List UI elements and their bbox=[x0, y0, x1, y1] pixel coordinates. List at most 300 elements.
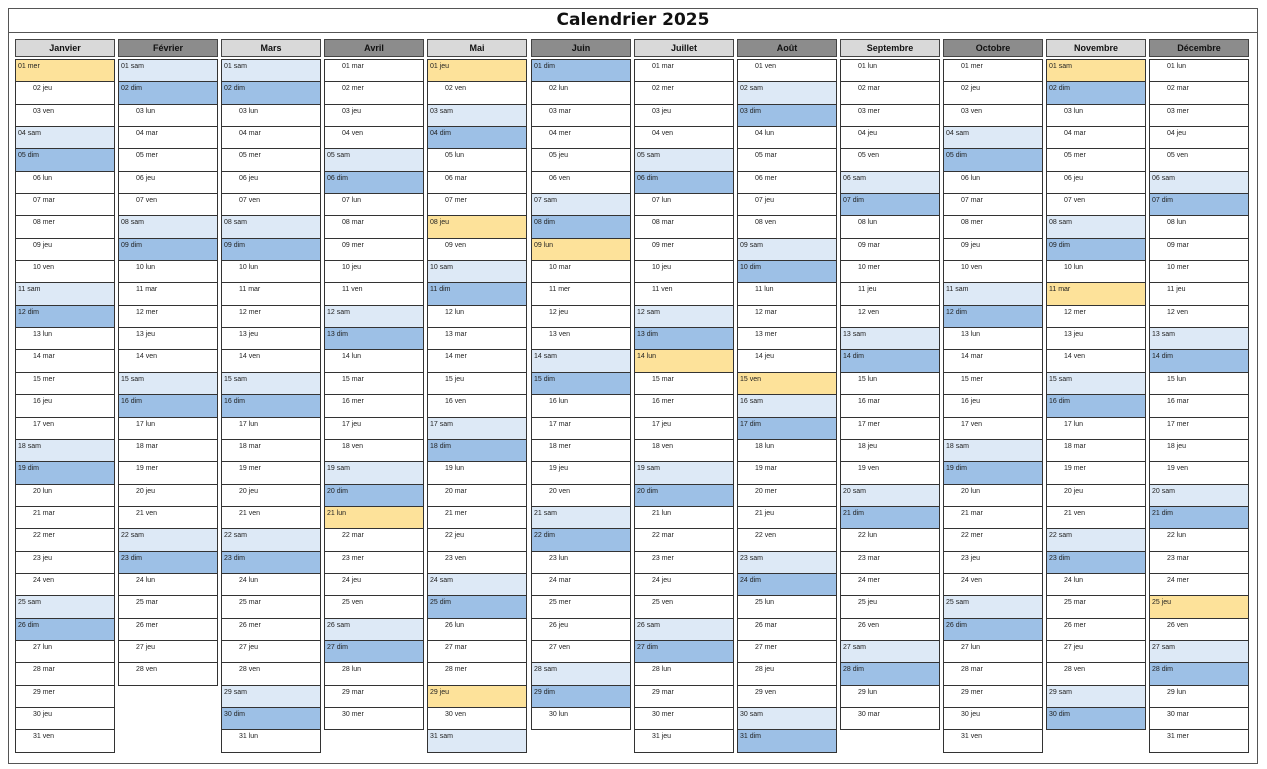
month-header: Avril bbox=[324, 39, 424, 57]
day-cell: 31 ven bbox=[16, 730, 114, 752]
month-header: Décembre bbox=[1149, 39, 1249, 57]
day-cell: 01 lun bbox=[1150, 60, 1248, 82]
day-cell: 27 mer bbox=[738, 641, 836, 663]
day-cell: 24 jeu bbox=[635, 574, 733, 596]
day-cell: 23 jeu bbox=[944, 552, 1042, 574]
day-cell: 11 mar bbox=[119, 283, 217, 305]
day-cell: 06 mar bbox=[428, 172, 526, 194]
day-cell: 02 sam bbox=[738, 82, 836, 104]
day-cell: 13 jeu bbox=[222, 328, 320, 350]
day-cell: 21 mer bbox=[428, 507, 526, 529]
day-cell: 05 ven bbox=[1150, 149, 1248, 171]
day-cell: 01 ven bbox=[738, 60, 836, 82]
month-column-10 bbox=[943, 39, 1043, 753]
day-cell: 26 dim bbox=[16, 619, 114, 641]
day-cell: 19 mer bbox=[1047, 462, 1145, 484]
day-cell: 27 ven bbox=[532, 641, 630, 663]
day-cell: 29 lun bbox=[1150, 686, 1248, 708]
month-days bbox=[737, 59, 837, 753]
month-header: Mai bbox=[427, 39, 527, 57]
day-cell: 20 sam bbox=[841, 485, 939, 507]
day-cell: 22 lun bbox=[1150, 529, 1248, 551]
day-cell: 01 mer bbox=[16, 60, 114, 82]
day-cell: 23 sam bbox=[738, 552, 836, 574]
day-cell: 03 jeu bbox=[325, 105, 423, 127]
day-cell: 21 ven bbox=[1047, 507, 1145, 529]
day-cell: 23 dim bbox=[119, 552, 217, 574]
day-cell: 03 lun bbox=[222, 105, 320, 127]
day-cell: 02 dim bbox=[119, 82, 217, 104]
month-header: Septembre bbox=[840, 39, 940, 57]
day-cell: 18 dim bbox=[428, 440, 526, 462]
day-cell: 12 mar bbox=[738, 306, 836, 328]
day-cell: 25 lun bbox=[738, 596, 836, 618]
day-cell: 18 mar bbox=[119, 440, 217, 462]
day-cell: 05 ven bbox=[841, 149, 939, 171]
day-cell: 08 sam bbox=[222, 216, 320, 238]
day-cell: 22 jeu bbox=[428, 529, 526, 551]
day-cell: 07 mar bbox=[16, 194, 114, 216]
day-cell: 24 mer bbox=[841, 574, 939, 596]
day-cell: 14 sam bbox=[532, 350, 630, 372]
day-cell: 07 ven bbox=[222, 194, 320, 216]
day-cell: 15 jeu bbox=[428, 373, 526, 395]
day-cell: 25 ven bbox=[635, 596, 733, 618]
day-cell: 23 mer bbox=[325, 552, 423, 574]
day-cell: 22 sam bbox=[222, 529, 320, 551]
day-cell: 25 mar bbox=[222, 596, 320, 618]
day-cell: 12 ven bbox=[841, 306, 939, 328]
day-cell: 20 mer bbox=[738, 485, 836, 507]
day-cell: 11 lun bbox=[738, 283, 836, 305]
day-cell: 04 ven bbox=[325, 127, 423, 149]
day-cell: 16 dim bbox=[1047, 395, 1145, 417]
day-cell: 13 sam bbox=[841, 328, 939, 350]
day-cell: 07 ven bbox=[1047, 194, 1145, 216]
day-cell: 06 dim bbox=[325, 172, 423, 194]
day-cell: 11 sam bbox=[944, 283, 1042, 305]
day-cell: 12 mer bbox=[222, 306, 320, 328]
day-cell: 12 lun bbox=[428, 306, 526, 328]
day-cell: 10 lun bbox=[119, 261, 217, 283]
day-cell: 16 mer bbox=[325, 395, 423, 417]
day-cell: 18 mer bbox=[532, 440, 630, 462]
day-cell: 02 jeu bbox=[16, 82, 114, 104]
page-title: Calendrier 2025 bbox=[9, 9, 1257, 33]
day-cell: 28 ven bbox=[1047, 663, 1145, 685]
day-cell: 04 mar bbox=[119, 127, 217, 149]
month-header: Mars bbox=[221, 39, 321, 57]
day-cell: 12 dim bbox=[944, 306, 1042, 328]
day-cell: 16 jeu bbox=[16, 395, 114, 417]
day-cell: 08 dim bbox=[532, 216, 630, 238]
day-cell: 16 lun bbox=[532, 395, 630, 417]
month-header: Juin bbox=[531, 39, 631, 57]
month-header: Août bbox=[737, 39, 837, 57]
day-cell: 09 jeu bbox=[944, 239, 1042, 261]
day-cell: 28 ven bbox=[119, 663, 217, 685]
day-cell: 03 mer bbox=[841, 105, 939, 127]
day-cell: 11 ven bbox=[635, 283, 733, 305]
day-cell: 17 lun bbox=[119, 418, 217, 440]
day-cell: 02 dim bbox=[1047, 82, 1145, 104]
day-cell: 25 ven bbox=[325, 596, 423, 618]
day-cell: 20 jeu bbox=[222, 485, 320, 507]
day-cell: 18 lun bbox=[738, 440, 836, 462]
day-cell: 18 ven bbox=[635, 440, 733, 462]
day-cell: 18 jeu bbox=[841, 440, 939, 462]
day-cell: 31 jeu bbox=[635, 730, 733, 752]
month-days bbox=[221, 59, 321, 753]
day-cell: 28 mar bbox=[16, 663, 114, 685]
day-cell: 01 mer bbox=[944, 60, 1042, 82]
day-cell: 04 ven bbox=[635, 127, 733, 149]
month-column-2 bbox=[118, 39, 218, 686]
day-cell: 01 dim bbox=[532, 60, 630, 82]
day-cell: 04 sam bbox=[16, 127, 114, 149]
day-cell: 22 mer bbox=[944, 529, 1042, 551]
day-cell: 14 jeu bbox=[738, 350, 836, 372]
day-cell: 04 jeu bbox=[841, 127, 939, 149]
day-cell: 30 jeu bbox=[16, 708, 114, 730]
day-cell: 21 mar bbox=[16, 507, 114, 529]
day-cell: 02 mer bbox=[325, 82, 423, 104]
day-cell: 24 ven bbox=[944, 574, 1042, 596]
day-cell: 13 sam bbox=[1150, 328, 1248, 350]
day-cell: 23 ven bbox=[428, 552, 526, 574]
day-cell: 18 sam bbox=[16, 440, 114, 462]
month-days bbox=[634, 59, 734, 753]
day-cell: 02 mar bbox=[841, 82, 939, 104]
day-cell: 20 mar bbox=[428, 485, 526, 507]
month-column-12 bbox=[1149, 39, 1249, 753]
day-cell: 18 ven bbox=[325, 440, 423, 462]
day-cell: 30 dim bbox=[222, 708, 320, 730]
day-cell: 24 lun bbox=[222, 574, 320, 596]
day-cell: 04 sam bbox=[944, 127, 1042, 149]
day-cell: 23 mer bbox=[635, 552, 733, 574]
day-cell: 04 jeu bbox=[1150, 127, 1248, 149]
day-cell: 17 mer bbox=[1150, 418, 1248, 440]
day-cell: 03 lun bbox=[1047, 105, 1145, 127]
day-cell: 15 mer bbox=[944, 373, 1042, 395]
day-cell: 21 dim bbox=[1150, 507, 1248, 529]
day-cell: 19 dim bbox=[16, 462, 114, 484]
day-cell: 15 sam bbox=[1047, 373, 1145, 395]
day-cell: 05 sam bbox=[635, 149, 733, 171]
day-cell: 11 ven bbox=[325, 283, 423, 305]
day-cell: 14 mer bbox=[428, 350, 526, 372]
day-cell: 03 mer bbox=[1150, 105, 1248, 127]
day-cell: 11 dim bbox=[428, 283, 526, 305]
day-cell: 04 mar bbox=[222, 127, 320, 149]
day-cell: 13 dim bbox=[325, 328, 423, 350]
day-cell: 09 mer bbox=[325, 239, 423, 261]
day-cell: 24 sam bbox=[428, 574, 526, 596]
day-cell: 22 sam bbox=[119, 529, 217, 551]
day-cell: 19 jeu bbox=[532, 462, 630, 484]
day-cell: 17 jeu bbox=[325, 418, 423, 440]
day-cell: 16 jeu bbox=[944, 395, 1042, 417]
day-cell: 05 mar bbox=[738, 149, 836, 171]
day-cell: 13 mer bbox=[738, 328, 836, 350]
day-cell: 24 lun bbox=[1047, 574, 1145, 596]
day-cell: 24 lun bbox=[119, 574, 217, 596]
day-cell: 01 mar bbox=[325, 60, 423, 82]
day-cell: 09 dim bbox=[222, 239, 320, 261]
month-column-11 bbox=[1046, 39, 1146, 730]
day-cell: 15 dim bbox=[532, 373, 630, 395]
day-cell: 30 mer bbox=[325, 708, 423, 730]
day-cell: 06 ven bbox=[532, 172, 630, 194]
day-cell: 21 lun bbox=[635, 507, 733, 529]
day-cell: 23 mar bbox=[841, 552, 939, 574]
day-cell: 06 dim bbox=[635, 172, 733, 194]
day-cell: 02 lun bbox=[532, 82, 630, 104]
month-header: Juillet bbox=[634, 39, 734, 57]
day-cell: 04 mer bbox=[532, 127, 630, 149]
day-cell: 20 jeu bbox=[1047, 485, 1145, 507]
month-days bbox=[1046, 59, 1146, 730]
day-cell: 09 jeu bbox=[16, 239, 114, 261]
day-cell: 26 mar bbox=[738, 619, 836, 641]
day-cell: 11 mer bbox=[532, 283, 630, 305]
day-cell: 28 ven bbox=[222, 663, 320, 685]
day-cell: 14 dim bbox=[1150, 350, 1248, 372]
day-cell: 03 jeu bbox=[635, 105, 733, 127]
day-cell: 28 jeu bbox=[738, 663, 836, 685]
day-cell: 17 lun bbox=[222, 418, 320, 440]
day-cell: 03 ven bbox=[944, 105, 1042, 127]
day-cell: 20 jeu bbox=[119, 485, 217, 507]
day-cell: 01 sam bbox=[1047, 60, 1145, 82]
day-cell: 31 lun bbox=[222, 730, 320, 752]
day-cell: 26 mer bbox=[222, 619, 320, 641]
day-cell: 10 dim bbox=[738, 261, 836, 283]
day-cell: 17 ven bbox=[16, 418, 114, 440]
day-cell: 22 lun bbox=[841, 529, 939, 551]
day-cell: 29 sam bbox=[1047, 686, 1145, 708]
day-cell: 02 mer bbox=[635, 82, 733, 104]
day-cell: 30 sam bbox=[738, 708, 836, 730]
day-cell: 14 lun bbox=[325, 350, 423, 372]
day-cell: 11 jeu bbox=[841, 283, 939, 305]
day-cell: 26 sam bbox=[325, 619, 423, 641]
day-cell: 19 mer bbox=[222, 462, 320, 484]
day-cell: 20 ven bbox=[532, 485, 630, 507]
day-cell: 05 jeu bbox=[532, 149, 630, 171]
day-cell: 15 mar bbox=[635, 373, 733, 395]
day-cell: 12 dim bbox=[16, 306, 114, 328]
day-cell: 13 lun bbox=[944, 328, 1042, 350]
day-cell: 19 sam bbox=[635, 462, 733, 484]
day-cell: 06 lun bbox=[944, 172, 1042, 194]
day-cell: 07 ven bbox=[119, 194, 217, 216]
day-cell: 06 lun bbox=[16, 172, 114, 194]
day-cell: 05 lun bbox=[428, 149, 526, 171]
day-cell: 07 dim bbox=[841, 194, 939, 216]
day-cell: 15 lun bbox=[841, 373, 939, 395]
day-cell: 16 ven bbox=[428, 395, 526, 417]
day-cell: 30 mer bbox=[635, 708, 733, 730]
day-cell: 12 jeu bbox=[532, 306, 630, 328]
day-cell: 05 mer bbox=[1047, 149, 1145, 171]
day-cell: 20 lun bbox=[944, 485, 1042, 507]
day-cell: 01 sam bbox=[119, 60, 217, 82]
day-cell: 16 mar bbox=[1150, 395, 1248, 417]
day-cell: 28 lun bbox=[325, 663, 423, 685]
day-cell: 13 dim bbox=[635, 328, 733, 350]
day-cell: 20 dim bbox=[325, 485, 423, 507]
day-cell: 15 lun bbox=[1150, 373, 1248, 395]
month-header: Octobre bbox=[943, 39, 1043, 57]
day-cell: 08 ven bbox=[738, 216, 836, 238]
day-cell: 09 ven bbox=[428, 239, 526, 261]
day-cell: 06 jeu bbox=[1047, 172, 1145, 194]
day-cell: 22 ven bbox=[738, 529, 836, 551]
day-cell: 10 mar bbox=[532, 261, 630, 283]
day-cell: 12 mer bbox=[1047, 306, 1145, 328]
day-cell: 15 sam bbox=[222, 373, 320, 395]
day-cell: 01 sam bbox=[222, 60, 320, 82]
day-cell: 26 jeu bbox=[532, 619, 630, 641]
day-cell: 12 ven bbox=[1150, 306, 1248, 328]
day-cell: 25 dim bbox=[428, 596, 526, 618]
month-column-7 bbox=[634, 39, 734, 753]
day-cell: 14 lun bbox=[635, 350, 733, 372]
month-days bbox=[324, 59, 424, 730]
day-cell: 14 mar bbox=[16, 350, 114, 372]
day-cell: 26 ven bbox=[1150, 619, 1248, 641]
day-cell: 13 lun bbox=[16, 328, 114, 350]
day-cell: 30 ven bbox=[428, 708, 526, 730]
day-cell: 28 dim bbox=[841, 663, 939, 685]
day-cell: 18 mar bbox=[222, 440, 320, 462]
day-cell: 25 jeu bbox=[1150, 596, 1248, 618]
day-cell: 23 lun bbox=[532, 552, 630, 574]
day-cell: 17 sam bbox=[428, 418, 526, 440]
day-cell: 17 jeu bbox=[635, 418, 733, 440]
day-cell: 17 lun bbox=[1047, 418, 1145, 440]
day-cell: 25 mar bbox=[1047, 596, 1145, 618]
day-cell: 27 lun bbox=[944, 641, 1042, 663]
day-cell: 15 mer bbox=[16, 373, 114, 395]
day-cell: 21 jeu bbox=[738, 507, 836, 529]
day-cell: 29 jeu bbox=[428, 686, 526, 708]
day-cell: 14 mar bbox=[944, 350, 1042, 372]
day-cell: 15 sam bbox=[119, 373, 217, 395]
day-cell: 20 lun bbox=[16, 485, 114, 507]
day-cell: 24 ven bbox=[16, 574, 114, 596]
day-cell: 28 mer bbox=[428, 663, 526, 685]
day-cell: 09 dim bbox=[119, 239, 217, 261]
day-cell: 18 sam bbox=[944, 440, 1042, 462]
day-cell: 29 sam bbox=[222, 686, 320, 708]
day-cell: 10 sam bbox=[428, 261, 526, 283]
day-cell: 10 jeu bbox=[325, 261, 423, 283]
day-cell: 03 ven bbox=[16, 105, 114, 127]
day-cell: 02 dim bbox=[222, 82, 320, 104]
month-header: Février bbox=[118, 39, 218, 57]
day-cell: 13 jeu bbox=[119, 328, 217, 350]
day-cell: 24 mar bbox=[532, 574, 630, 596]
day-cell: 27 mar bbox=[428, 641, 526, 663]
day-cell: 07 dim bbox=[1150, 194, 1248, 216]
day-cell: 19 sam bbox=[325, 462, 423, 484]
day-cell: 12 sam bbox=[325, 306, 423, 328]
month-days bbox=[840, 59, 940, 730]
day-cell: 14 dim bbox=[841, 350, 939, 372]
day-cell: 10 mer bbox=[841, 261, 939, 283]
day-cell: 05 sam bbox=[325, 149, 423, 171]
day-cell: 18 jeu bbox=[1150, 440, 1248, 462]
month-days bbox=[531, 59, 631, 730]
day-cell: 06 jeu bbox=[119, 172, 217, 194]
day-cell: 15 ven bbox=[738, 373, 836, 395]
day-cell: 25 sam bbox=[16, 596, 114, 618]
day-cell: 07 sam bbox=[532, 194, 630, 216]
day-cell: 03 dim bbox=[738, 105, 836, 127]
day-cell: 08 jeu bbox=[428, 216, 526, 238]
day-cell: 02 mar bbox=[1150, 82, 1248, 104]
day-cell: 19 mer bbox=[119, 462, 217, 484]
day-cell: 22 mar bbox=[635, 529, 733, 551]
day-cell: 10 mer bbox=[1150, 261, 1248, 283]
day-cell: 09 sam bbox=[738, 239, 836, 261]
day-cell: 03 mar bbox=[532, 105, 630, 127]
month-column-8 bbox=[737, 39, 837, 753]
day-cell: 21 sam bbox=[532, 507, 630, 529]
day-cell: 23 mar bbox=[1150, 552, 1248, 574]
day-cell: 20 dim bbox=[635, 485, 733, 507]
day-cell: 09 lun bbox=[532, 239, 630, 261]
day-cell: 08 sam bbox=[1047, 216, 1145, 238]
day-cell: 05 mer bbox=[222, 149, 320, 171]
day-cell: 19 mar bbox=[738, 462, 836, 484]
day-cell: 08 mer bbox=[16, 216, 114, 238]
day-cell: 27 sam bbox=[1150, 641, 1248, 663]
day-cell: 19 dim bbox=[944, 462, 1042, 484]
day-cell: 18 mar bbox=[1047, 440, 1145, 462]
day-cell: 08 mar bbox=[635, 216, 733, 238]
day-cell: 08 lun bbox=[841, 216, 939, 238]
day-cell: 30 dim bbox=[1047, 708, 1145, 730]
day-cell: 29 lun bbox=[841, 686, 939, 708]
day-cell: 23 jeu bbox=[16, 552, 114, 574]
month-header: Janvier bbox=[15, 39, 115, 57]
day-cell: 06 jeu bbox=[222, 172, 320, 194]
day-cell: 26 ven bbox=[841, 619, 939, 641]
day-cell: 29 mer bbox=[16, 686, 114, 708]
month-column-4 bbox=[324, 39, 424, 730]
day-cell: 13 jeu bbox=[1047, 328, 1145, 350]
day-cell: 06 mer bbox=[738, 172, 836, 194]
day-cell: 17 ven bbox=[944, 418, 1042, 440]
month-column-5 bbox=[427, 39, 527, 753]
day-cell: 30 jeu bbox=[944, 708, 1042, 730]
day-cell: 01 jeu bbox=[428, 60, 526, 82]
day-cell: 27 lun bbox=[16, 641, 114, 663]
day-cell: 25 sam bbox=[944, 596, 1042, 618]
day-cell: 11 jeu bbox=[1150, 283, 1248, 305]
day-cell: 06 sam bbox=[841, 172, 939, 194]
day-cell: 14 ven bbox=[119, 350, 217, 372]
day-cell: 24 dim bbox=[738, 574, 836, 596]
day-cell: 22 mer bbox=[16, 529, 114, 551]
day-cell: 14 ven bbox=[1047, 350, 1145, 372]
day-cell: 07 jeu bbox=[738, 194, 836, 216]
day-cell: 09 mer bbox=[635, 239, 733, 261]
